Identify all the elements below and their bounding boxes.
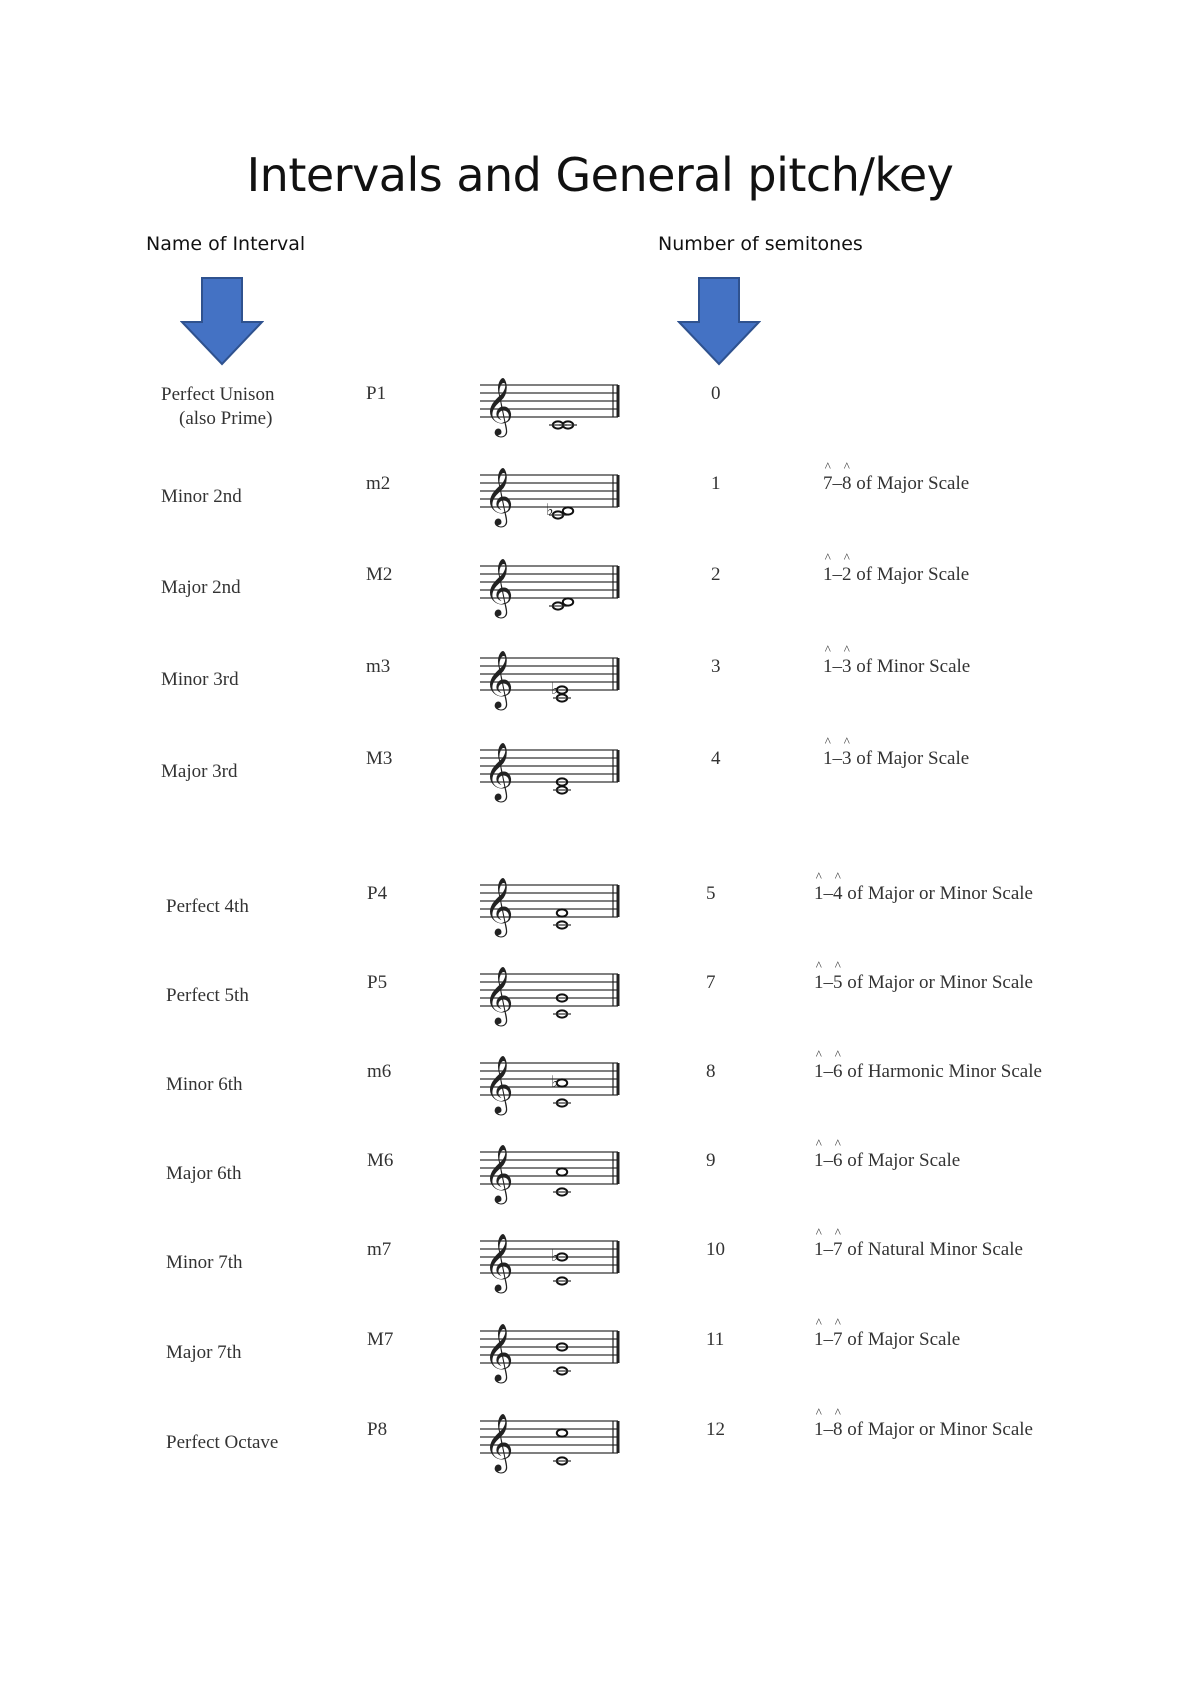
scale-name: of Major Scale (856, 748, 970, 769)
interval-name (166, 1073, 243, 1097)
scale-degree-from: ^ 1 (814, 1150, 824, 1172)
scale-name: of Natural Minor Scale (847, 1239, 1023, 1260)
scale-degree-to: ^ 8 (842, 473, 852, 495)
degree-separator: – (832, 656, 842, 677)
staff-notation (478, 732, 628, 808)
staff-notation (478, 867, 628, 943)
interval-row (0, 742, 1200, 840)
scale-degree-from: ^ 1 (814, 883, 824, 905)
staff-notation (478, 956, 628, 1032)
scale-degree-description (823, 473, 969, 495)
interval-abbreviation: P4 (367, 883, 388, 904)
staff-notation (478, 1134, 628, 1210)
flat-sign-icon: ♭ (551, 1246, 559, 1265)
scale-name: of Major or Minor Scale (847, 972, 1033, 993)
scale-degree-from: ^ 1 (814, 1329, 824, 1351)
number-of-semitones-header: Number of semitones (658, 233, 863, 255)
interval-name-text: Major 2nd (161, 577, 241, 598)
scale-name: of Major Scale (856, 564, 970, 585)
staff-notation (478, 640, 628, 716)
degree-separator: – (823, 972, 833, 993)
scale-name: of Minor Scale (856, 656, 971, 677)
scale-degree-to: ^ 6 (833, 1061, 843, 1083)
interval-name-text: Perfect 5th (166, 985, 249, 1006)
interval-name-text: Perfect Octave (166, 1432, 279, 1453)
scale-name: of Major or Minor Scale (847, 1419, 1033, 1440)
degree-separator: – (832, 748, 842, 769)
interval-name (166, 1251, 243, 1275)
degree-separator: – (823, 1061, 833, 1082)
interval-abbreviation: M6 (367, 1150, 394, 1171)
staff-notation (478, 457, 628, 533)
scale-degree-to: ^ 3 (842, 748, 852, 770)
scale-degree-description (823, 656, 970, 678)
scale-degree-to: ^ 6 (833, 1150, 843, 1172)
degree-separator: – (832, 473, 842, 494)
flat-sign-icon: ♭ (551, 679, 559, 698)
degree-separator: – (823, 1150, 833, 1171)
scale-degree-description (814, 1419, 1033, 1441)
treble-clef-icon: 𝄞 (484, 650, 514, 708)
scale-degree-from: ^ 1 (823, 656, 833, 678)
scale-degree-from: ^ 1 (814, 1239, 824, 1261)
page-title: Intervals and General pitch/key (246, 148, 954, 202)
degree-separator: – (832, 564, 842, 585)
treble-clef-icon: 𝄞 (484, 377, 514, 435)
interval-abbreviation: m6 (367, 1061, 392, 1082)
scale-name: of Major Scale (847, 1150, 961, 1171)
semitone-count: 4 (711, 748, 721, 769)
treble-clef-icon: 𝄞 (484, 1144, 514, 1202)
treble-clef-icon: 𝄞 (484, 742, 514, 800)
scale-degree-description (814, 972, 1033, 994)
treble-clef-icon: 𝄞 (484, 1233, 514, 1291)
scale-name: of Major Scale (847, 1329, 961, 1350)
scale-name: of Harmonic Minor Scale (847, 1061, 1042, 1082)
scale-degree-to: ^ 2 (842, 564, 852, 586)
whole-note (563, 598, 573, 605)
degree-separator: – (823, 1239, 833, 1260)
whole-note (563, 507, 573, 514)
staff-notation (478, 1313, 628, 1389)
staff-notation (478, 548, 628, 624)
semitone-count: 5 (706, 883, 716, 904)
interval-abbreviation: m7 (367, 1239, 392, 1260)
scale-degree-description (823, 748, 969, 770)
semitone-count: 9 (706, 1150, 716, 1171)
scale-degree-description (814, 1061, 1042, 1083)
interval-abbreviation: m3 (366, 656, 391, 677)
interval-name-text: Perfect Unison (161, 384, 275, 405)
whole-note (557, 1429, 567, 1436)
interval-name (161, 576, 241, 600)
staff-notation (478, 1045, 628, 1121)
interval-name-text: Minor 6th (166, 1074, 243, 1095)
treble-clef-icon: 𝄞 (484, 1413, 514, 1471)
interval-name (161, 760, 238, 784)
interval-name (161, 668, 239, 692)
scale-degree-from: ^ 1 (823, 748, 833, 770)
scale-degree-from: ^ 1 (814, 1061, 824, 1083)
scale-degree-to: ^ 5 (833, 972, 843, 994)
scale-degree-description (814, 1329, 960, 1351)
interval-abbreviation: P8 (367, 1419, 388, 1440)
flat-sign-icon: ♭ (551, 1072, 559, 1091)
interval-abbreviation: m2 (366, 473, 391, 494)
semitone-count: 0 (711, 383, 721, 404)
interval-abbreviation: M3 (366, 748, 393, 769)
scale-name: of Major Scale (856, 473, 970, 494)
treble-clef-icon: 𝄞 (484, 966, 514, 1024)
interval-name (166, 984, 249, 1008)
interval-name-text: Minor 3rd (161, 669, 239, 690)
interval-row (0, 1413, 1200, 1511)
interval-name (166, 1162, 241, 1186)
scale-degree-from: ^ 7 (823, 473, 833, 495)
interval-abbreviation: M7 (367, 1329, 394, 1350)
treble-clef-icon: 𝄞 (484, 1055, 514, 1113)
degree-separator: – (823, 1329, 833, 1350)
whole-note (557, 909, 567, 916)
semitone-count: 1 (711, 473, 721, 494)
semitone-count: 8 (706, 1061, 716, 1082)
staff-notation (478, 1403, 628, 1479)
interval-name (166, 1431, 278, 1455)
interval-name (161, 383, 274, 431)
interval-name-text: Major 7th (166, 1342, 242, 1363)
semitone-count: 12 (706, 1419, 725, 1440)
semitone-count: 11 (706, 1329, 725, 1350)
semitone-count: 10 (706, 1239, 725, 1260)
scale-degree-to: ^ 3 (842, 656, 852, 678)
interval-name (166, 895, 249, 919)
down-arrow-icon (180, 276, 264, 366)
interval-abbreviation: P5 (367, 972, 388, 993)
scale-name: of Major or Minor Scale (847, 883, 1033, 904)
interval-name-note: (also Prime) (179, 408, 273, 429)
down-arrow-icon (677, 276, 761, 366)
interval-name (161, 485, 242, 509)
degree-separator: – (823, 1419, 833, 1440)
scale-degree-from: ^ 1 (814, 972, 824, 994)
interval-name-text: Minor 7th (166, 1252, 243, 1273)
whole-note (557, 1168, 567, 1175)
scale-degree-from: ^ 1 (814, 1419, 824, 1441)
scale-degree-from: ^ 1 (823, 564, 833, 586)
semitone-count: 7 (706, 972, 716, 993)
treble-clef-icon: 𝄞 (484, 877, 514, 935)
treble-clef-icon: 𝄞 (484, 467, 514, 525)
flat-sign-icon: ♭ (546, 500, 554, 519)
semitone-count: 2 (711, 564, 721, 585)
interval-name-text: Major 3rd (161, 761, 238, 782)
semitone-count: 3 (711, 656, 721, 677)
name-of-interval-header: Name of Interval (146, 233, 306, 255)
scale-degree-to: ^ 4 (833, 883, 843, 905)
treble-clef-icon: 𝄞 (484, 1323, 514, 1381)
staff-notation (478, 367, 628, 443)
interval-name-text: Major 6th (166, 1163, 242, 1184)
degree-separator: – (823, 883, 833, 904)
scale-degree-to: ^ 7 (833, 1329, 843, 1351)
interval-abbreviation: P1 (366, 383, 387, 404)
interval-name-text: Minor 2nd (161, 486, 242, 507)
treble-clef-icon: 𝄞 (484, 558, 514, 616)
scale-degree-description (814, 1150, 960, 1172)
staff-notation (478, 1223, 628, 1299)
interval-name-text: Perfect 4th (166, 896, 249, 917)
scale-degree-to: ^ 7 (833, 1239, 843, 1261)
scale-degree-description (814, 883, 1033, 905)
scale-degree-description (823, 564, 969, 586)
scale-degree-to: ^ 8 (833, 1419, 843, 1441)
interval-name (166, 1341, 241, 1365)
scale-degree-description (814, 1239, 1023, 1261)
interval-abbreviation: M2 (366, 564, 393, 585)
